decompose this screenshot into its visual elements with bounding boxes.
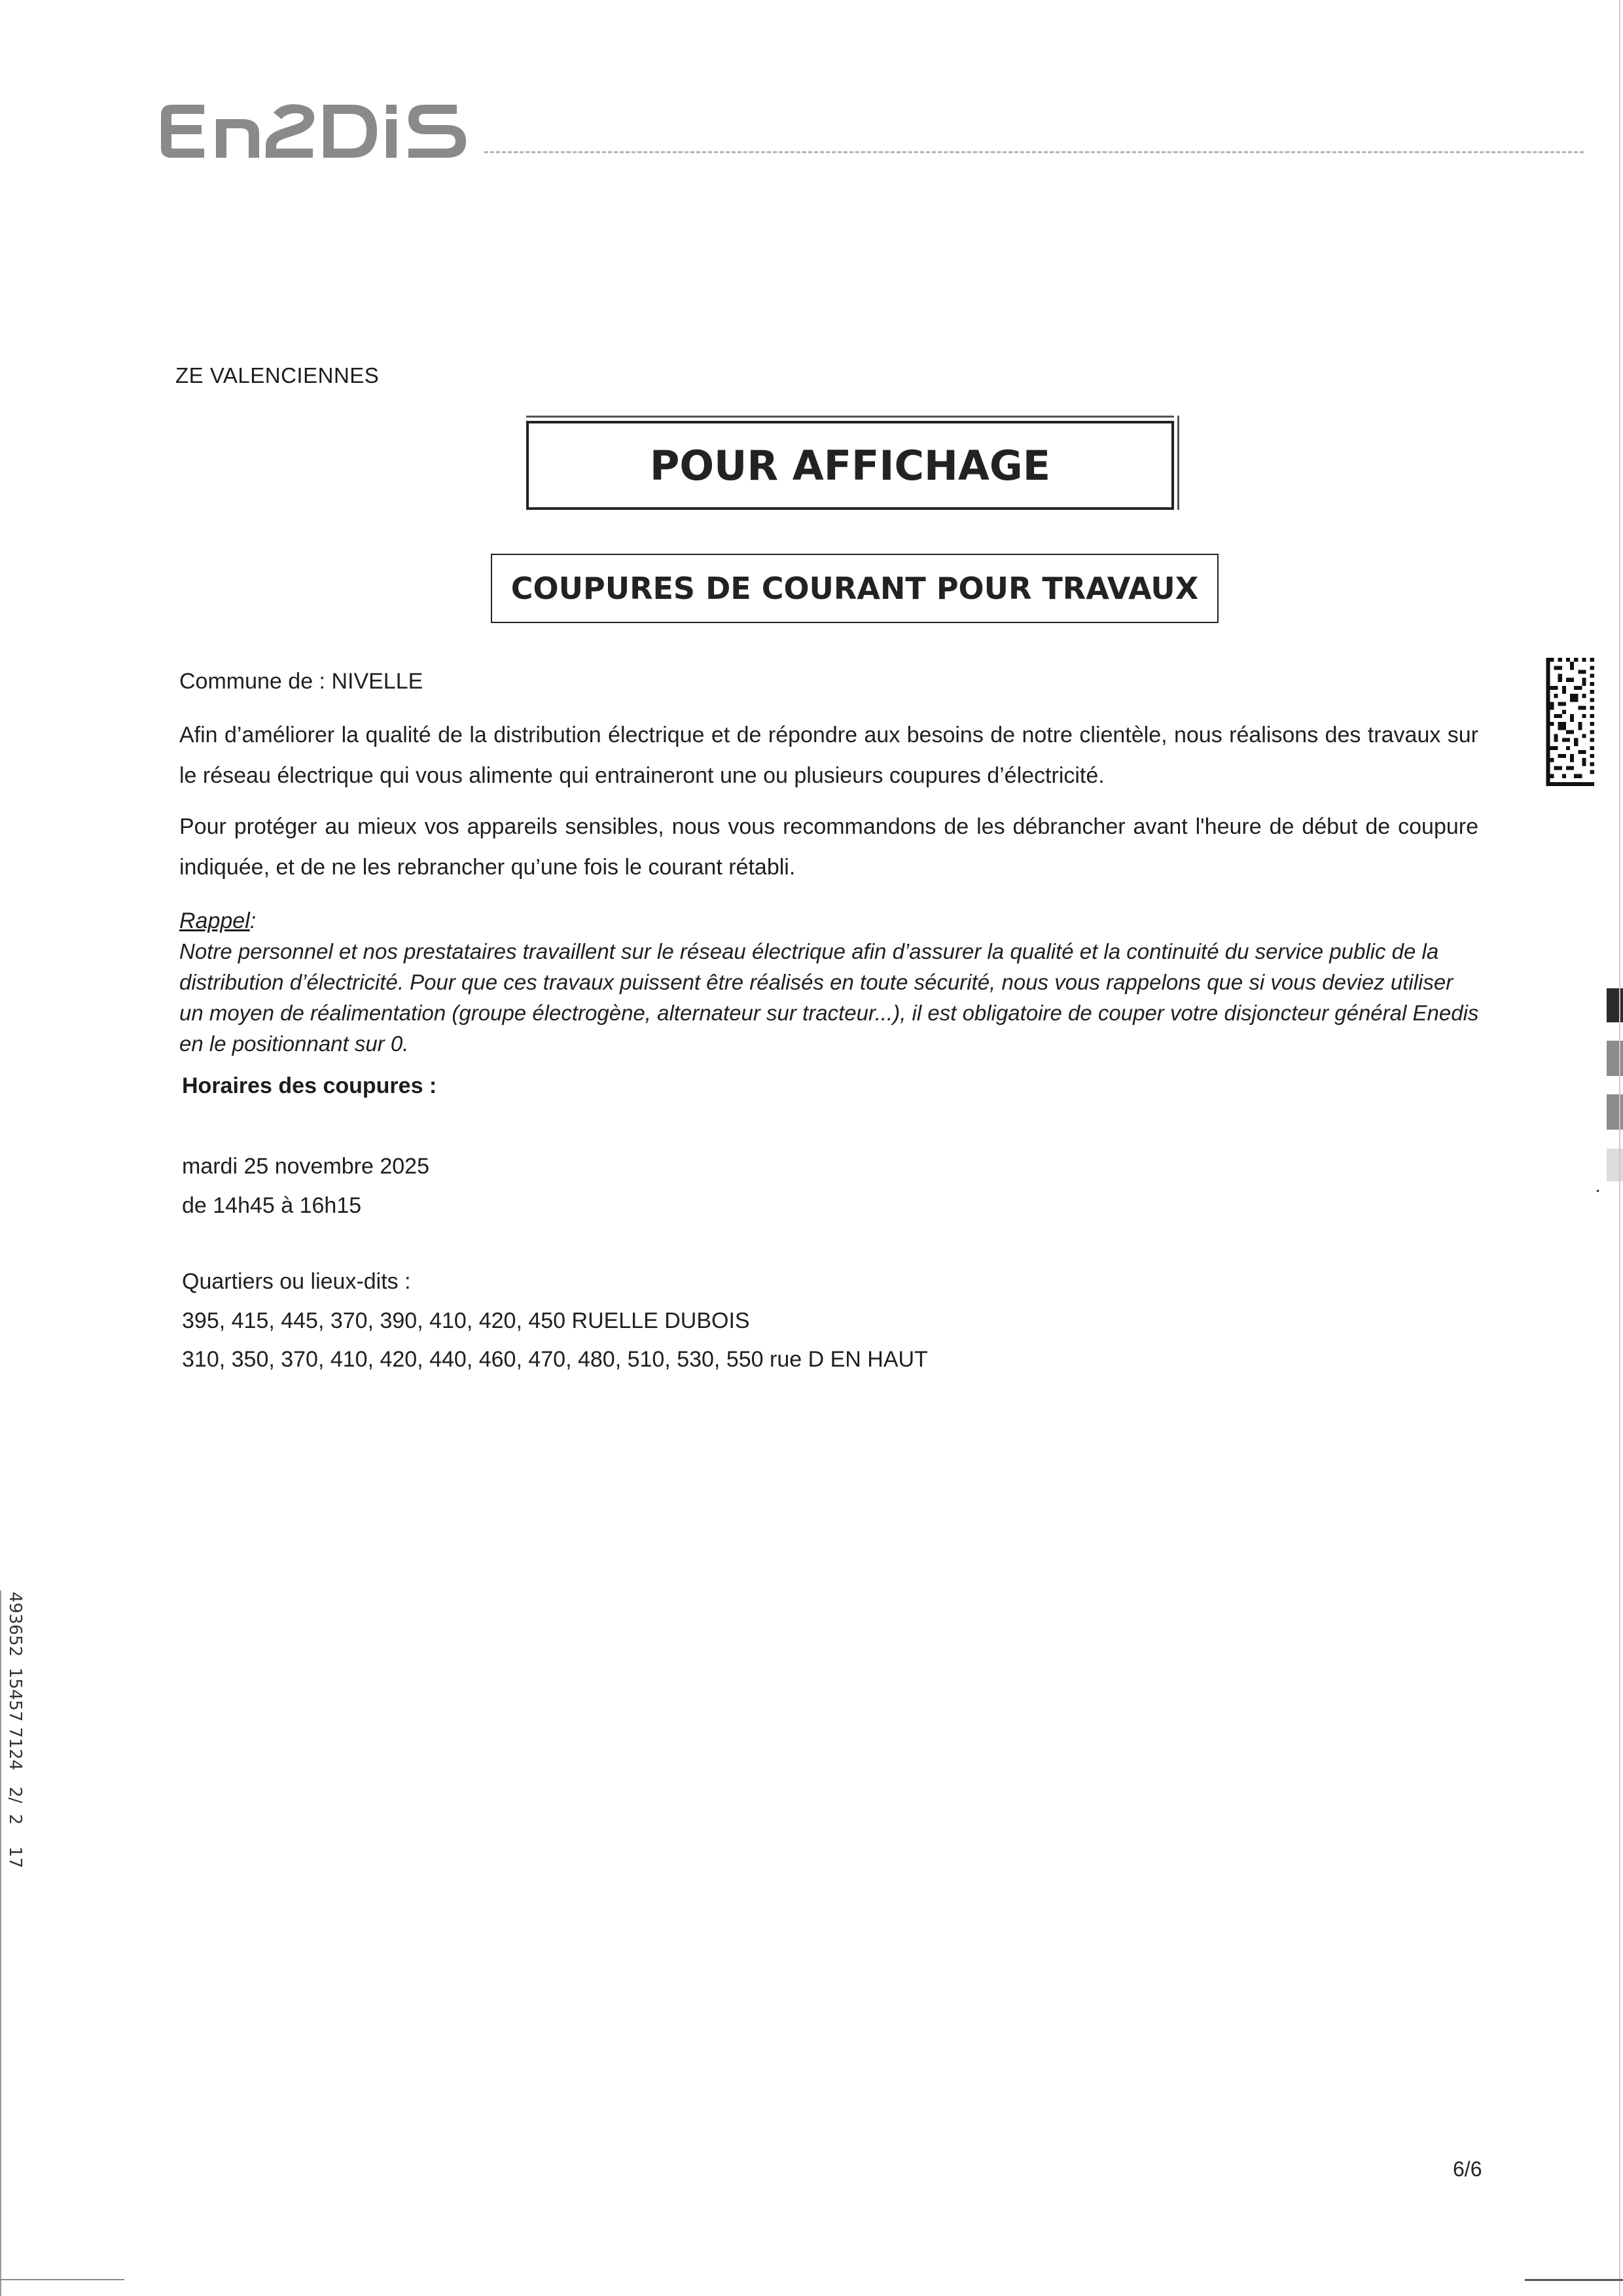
print-mark [1607,1041,1623,1076]
scan-edge-bottom-right [1525,2279,1623,2281]
schedule-time: de 14h45 à 16h15 [182,1193,362,1218]
advice-paragraph: Pour protéger au mieux vos appareils sensibles, nous vous recommandons de les débrancher avant l'heure de début de coupure indiquée, et de ne les rebrancher qu’une fois le courant rétabli. [179,814,1478,880]
rappel-heading [179,908,256,934]
display-title: POUR AFFICHAGE [649,441,1051,490]
commune-line: Commune de : NIVELLE [179,669,423,694]
rappel-label: Rappel [179,908,250,933]
print-mark [1607,1149,1623,1181]
print-mark [1607,1094,1623,1130]
scan-edge-right [1619,0,1620,2296]
print-tick [1597,1190,1599,1192]
box-shadow-top [526,416,1174,418]
location-line: 310, 350, 370, 410, 420, 440, 460, 470, 480, 510, 530, 550 rue D EN HAUT [182,1347,928,1372]
side-reference: 493652 15457 7124 2/ 2 17 [5,1592,25,1869]
header-rule [484,151,1584,153]
box-shadow-right [1177,416,1179,510]
print-mark [1607,988,1623,1022]
intro-paragraph: Afin d’améliorer la qualité de la distribution électrique et de répondre aux besoins de notre clientèle, nous réalisons des travaux sur le réseau électrique qui vous alimente qui entraineront une ou plusieurs coupures d’électricité. [179,723,1478,788]
schedule-title: Horaires des coupures : [182,1073,437,1098]
enedis-logo [161,98,469,164]
locations-label: Quartiers ou lieux-dits : [182,1269,411,1294]
subject-title-box [491,554,1219,623]
zone-label: ZE VALENCIENNES [175,363,380,387]
subject-title: COUPURES DE COURANT POUR TRAVAUX [510,571,1199,606]
rappel-colon: : [249,908,257,933]
scan-edge-bottom-left [0,2279,124,2280]
datamatrix-code [1546,658,1594,786]
page-number: 6/6 [1453,2157,1482,2181]
schedule-date: mardi 25 novembre 2025 [182,1154,430,1179]
location-line: 395, 415, 445, 370, 390, 410, 420, 450 RUELLE DUBOIS [182,1308,750,1333]
rappel-text: Notre personnel et nos prestataires travaillent sur le réseau électrique afin d’assurer la qualité et la continuité du service public de la distribution d’électricité. Pour que ces travaux puissent être réalisés en toute sécurité, nous vous rappelons que si vous deviez utiliser un moyen de réalimentation (groupe électrogène, alternateur sur tracteur...), il est obligatoire de couper votre disjoncteur général Enedis en le positionnant sur 0. [179,939,1479,1056]
display-title-box [526,421,1174,510]
